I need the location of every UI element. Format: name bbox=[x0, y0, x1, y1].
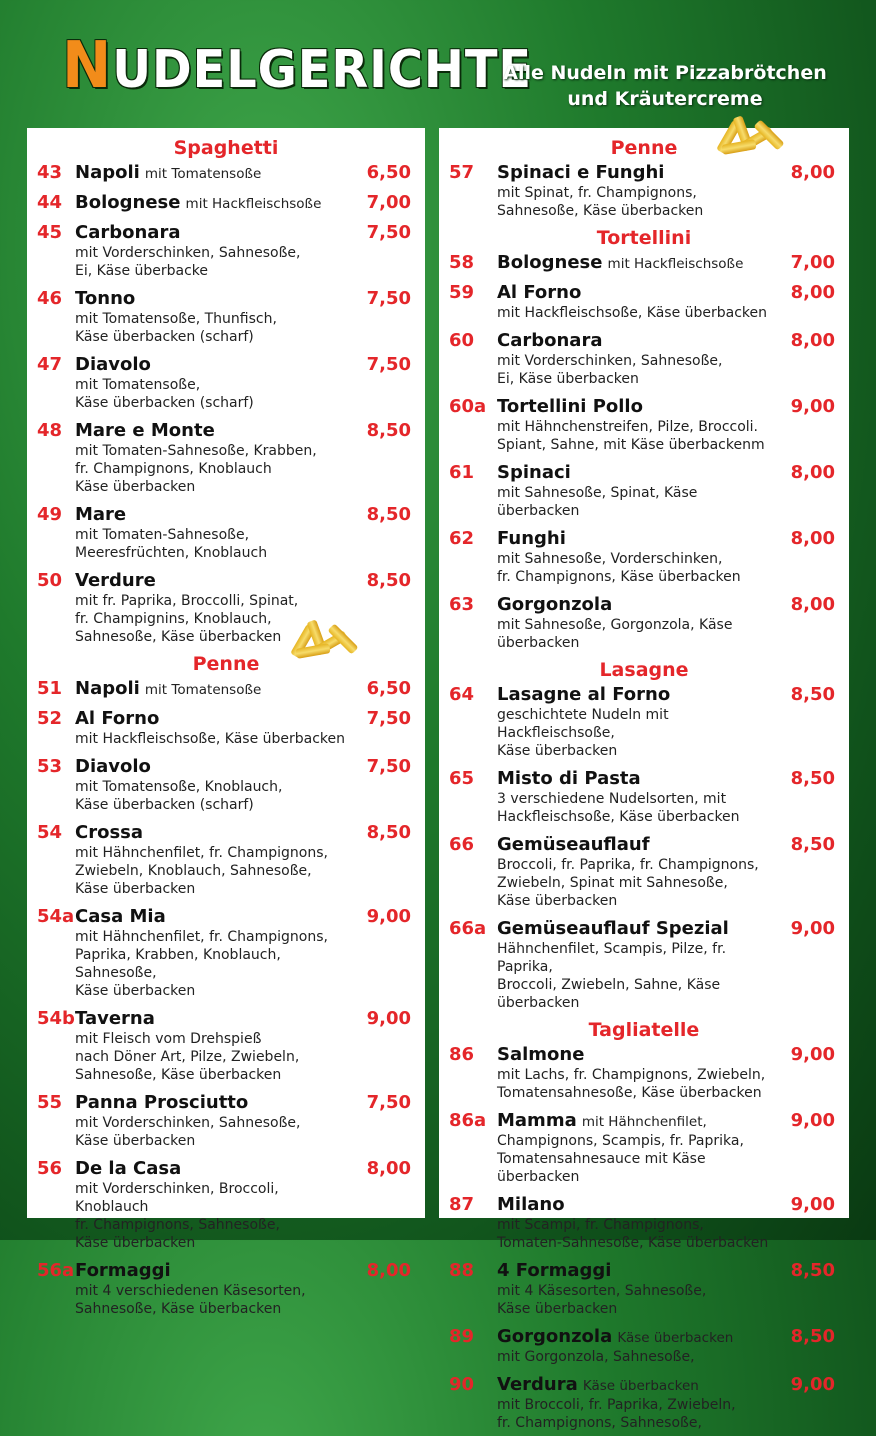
item-description-line: mit Hähnchenfilet, fr. Champignons, bbox=[75, 929, 328, 945]
item-description-line: Sahnesoße, Käse überbacken bbox=[75, 629, 282, 645]
menu-item bbox=[27, 288, 425, 346]
menu-item bbox=[439, 252, 849, 274]
item-price: 8,50 bbox=[790, 768, 835, 789]
item-description-line: Meeresfrüchten, Knoblauch bbox=[75, 545, 268, 561]
item-price: 8,50 bbox=[366, 420, 411, 441]
item-number: 66 bbox=[449, 834, 475, 855]
menu-item bbox=[439, 1044, 849, 1102]
item-description-line: mit Tomaten-Sahnesoße, bbox=[75, 527, 250, 543]
section-title: Penne bbox=[192, 653, 260, 675]
section-title: Spaghetti bbox=[173, 137, 279, 159]
item-price: 7,50 bbox=[366, 354, 411, 375]
menu-item bbox=[27, 222, 425, 280]
menu-item bbox=[27, 1158, 425, 1252]
menu-item bbox=[439, 1374, 849, 1432]
menu-item bbox=[439, 1260, 849, 1318]
item-price: 8,00 bbox=[790, 528, 835, 549]
item-number: 56a bbox=[37, 1260, 75, 1281]
item-price: 8,00 bbox=[790, 462, 835, 483]
item-name: Gemüseauflauf bbox=[497, 834, 650, 855]
item-price: 7,50 bbox=[366, 222, 411, 243]
item-name: Diavolo bbox=[75, 354, 151, 375]
item-description-line: Sahnesoße, Käse überbacken bbox=[75, 1067, 282, 1083]
item-price: 9,00 bbox=[790, 918, 835, 939]
subtitle bbox=[500, 60, 830, 112]
item-name: 4 Formaggi bbox=[497, 1260, 612, 1281]
item-description-line: Zwiebeln, Knoblauch, Sahnesoße, bbox=[75, 863, 312, 879]
item-number: 87 bbox=[449, 1194, 475, 1215]
right-menu-column bbox=[439, 128, 849, 1431]
menu-item bbox=[27, 192, 425, 214]
item-price: 8,50 bbox=[790, 1260, 835, 1281]
section-title: Tagliatelle bbox=[588, 1019, 700, 1041]
item-number: 44 bbox=[37, 192, 63, 213]
item-description-line: mit Hähnchenstreifen, Pilze, Broccoli. bbox=[497, 419, 759, 435]
item-price: 7,00 bbox=[790, 252, 835, 273]
item-price: 9,00 bbox=[366, 1008, 411, 1029]
menu-item bbox=[439, 396, 849, 454]
item-price: 9,00 bbox=[790, 396, 835, 417]
item-number: 88 bbox=[449, 1260, 475, 1281]
item-description-line: mit Lachs, fr. Champignons, Zwiebeln, bbox=[497, 1067, 766, 1083]
item-name: Lasagne al Forno bbox=[497, 684, 671, 705]
item-price: 8,50 bbox=[790, 684, 835, 705]
item-description-line: mit Tomaten-Sahnesoße, Krabben, bbox=[75, 443, 317, 459]
item-name: Gorgonzola bbox=[497, 1326, 613, 1347]
menu-item bbox=[439, 768, 849, 826]
item-name: Bolognese bbox=[75, 192, 181, 213]
item-description-line: Käse überbacken (scharf) bbox=[75, 329, 254, 345]
item-description-line: Käse überbacken bbox=[75, 479, 196, 495]
item-inline-description: mit Hackfleischsoße bbox=[185, 196, 322, 212]
item-description-line: mit 4 Käsesorten, Sahnesoße, bbox=[497, 1283, 707, 1299]
item-name: Casa Mia bbox=[75, 906, 166, 927]
item-price: 9,00 bbox=[790, 1374, 835, 1395]
item-number: 90 bbox=[449, 1374, 475, 1395]
item-price: 8,50 bbox=[790, 1326, 835, 1347]
item-number: 43 bbox=[37, 162, 63, 183]
penne-pasta-icon bbox=[716, 112, 786, 168]
item-number: 86a bbox=[449, 1110, 487, 1131]
menu-item bbox=[27, 906, 425, 1000]
menu-item bbox=[27, 162, 425, 184]
item-price: 7,00 bbox=[366, 192, 411, 213]
item-price: 6,50 bbox=[366, 162, 411, 183]
item-name: Taverna bbox=[75, 1008, 155, 1029]
item-name: Carbonara bbox=[497, 330, 603, 351]
menu-item bbox=[439, 1110, 849, 1186]
item-name: Salmone bbox=[497, 1044, 585, 1065]
item-description-line: Käse überbacken bbox=[75, 1235, 196, 1251]
item-price: 8,00 bbox=[366, 1158, 411, 1179]
item-price: 7,50 bbox=[366, 708, 411, 729]
item-name: Tonno bbox=[75, 288, 136, 309]
item-number: 60a bbox=[449, 396, 487, 417]
item-name: Mare bbox=[75, 504, 127, 525]
item-description-line: Tomatensahnesauce mit Käse überbacken bbox=[497, 1151, 706, 1185]
item-number: 58 bbox=[449, 252, 475, 273]
item-description-line: mit Vorderschinken, Sahnesoße, bbox=[75, 1115, 301, 1131]
menu-item bbox=[439, 918, 849, 1012]
item-name: Gemüseauflauf Spezial bbox=[497, 918, 729, 939]
section-title: Lasagne bbox=[599, 659, 689, 681]
section-title: Tortellini bbox=[596, 227, 692, 249]
item-price: 8,50 bbox=[366, 822, 411, 843]
item-name: Bolognese bbox=[497, 252, 603, 273]
item-description-line: Tomaten-Sahnesoße, Käse überbacken bbox=[497, 1235, 769, 1251]
item-number: 45 bbox=[37, 222, 63, 243]
item-name: Gorgonzola bbox=[497, 594, 613, 615]
item-name: Napoli bbox=[75, 162, 140, 183]
item-price: 8,00 bbox=[790, 330, 835, 351]
item-name: Panna Prosciutto bbox=[75, 1092, 249, 1113]
item-number: 54a bbox=[37, 906, 75, 927]
item-description-line: Käse überbacken bbox=[497, 743, 618, 759]
item-description-line: mit Vorderschinken, Sahnesoße, bbox=[75, 245, 301, 261]
section-title: Penne bbox=[610, 137, 678, 159]
item-name: Verdura bbox=[497, 1374, 578, 1395]
menu-item bbox=[27, 420, 425, 496]
item-number: 63 bbox=[449, 594, 475, 615]
item-number: 47 bbox=[37, 354, 63, 375]
item-number: 49 bbox=[37, 504, 63, 525]
page-title bbox=[62, 29, 533, 103]
item-name: Al Forno bbox=[497, 282, 582, 303]
item-description-line: Käse überbacken (scharf) bbox=[75, 797, 254, 813]
item-description-line: Broccoli, fr. Paprika, fr. Champignons, bbox=[497, 857, 759, 873]
item-price: 8,50 bbox=[366, 504, 411, 525]
item-name: Al Forno bbox=[75, 708, 160, 729]
menu-header bbox=[0, 0, 876, 125]
item-description-line: Käse überbacken bbox=[497, 1301, 618, 1317]
item-description-line: mit Spinat, fr. Champignons, bbox=[497, 185, 697, 201]
menu-item bbox=[27, 822, 425, 898]
item-description-line: fr. Champignons, Sahnesoße, bbox=[75, 1217, 280, 1233]
item-name: Carbonara bbox=[75, 222, 181, 243]
item-name: Spinaci e Funghi bbox=[497, 162, 665, 183]
item-description-line: Paprika, Krabben, Knoblauch, Sahnesoße, bbox=[75, 947, 281, 981]
item-number: 48 bbox=[37, 420, 63, 441]
item-number: 51 bbox=[37, 678, 63, 699]
item-description-line: mit Vorderschinken, Sahnesoße, bbox=[497, 353, 723, 369]
menu-item bbox=[27, 708, 425, 748]
menu-item bbox=[27, 678, 425, 700]
item-name: Mamma bbox=[497, 1110, 577, 1131]
item-price: 7,50 bbox=[366, 288, 411, 309]
item-description-line: mit Sahnesoße, Spinat, Käse überbacken bbox=[497, 485, 698, 519]
item-description-line: 3 verschiedene Nudelsorten, mit bbox=[497, 791, 727, 807]
item-name: Mare e Monte bbox=[75, 420, 215, 441]
item-description-line: mit Gorgonzola, Sahnesoße, bbox=[497, 1349, 695, 1365]
item-inline-description: Käse überbacken bbox=[617, 1330, 734, 1346]
menu-item bbox=[27, 756, 425, 814]
item-description-line: mit Tomatensoße, Knoblauch, bbox=[75, 779, 283, 795]
item-name: Spinaci bbox=[497, 462, 571, 483]
item-number: 66a bbox=[449, 918, 487, 939]
item-description-line: fr. Champignons, Knoblauch bbox=[75, 461, 272, 477]
item-description-line: Hackfleischsoße, Käse überbacken bbox=[497, 809, 740, 825]
item-description-line: mit Hackfleischsoße, Käse überbacken bbox=[497, 305, 768, 321]
item-description-line: Champignons, Scampis, fr. Paprika, bbox=[497, 1133, 744, 1149]
item-description-line: fr. Champignins, Knoblauch, bbox=[75, 611, 272, 627]
menu-item bbox=[27, 504, 425, 562]
item-description-line: Käse überbacken bbox=[497, 893, 618, 909]
item-price: 9,00 bbox=[790, 1110, 835, 1131]
item-price: 6,50 bbox=[366, 678, 411, 699]
item-description-line: Käse überbacken bbox=[75, 1133, 196, 1149]
item-inline-description: Käse überbacken bbox=[582, 1378, 699, 1394]
item-description-line: mit Hähnchenfilet, fr. Champignons, bbox=[75, 845, 328, 861]
item-description-line: Tomatensahnesoße, Käse überbacken bbox=[497, 1085, 762, 1101]
menu-item bbox=[439, 594, 849, 652]
item-number: 60 bbox=[449, 330, 475, 351]
item-description-line: mit Fleisch vom Drehspieß bbox=[75, 1031, 262, 1047]
menu-item bbox=[439, 1194, 849, 1252]
menu-item bbox=[439, 1326, 849, 1366]
menu-item bbox=[439, 462, 849, 520]
item-price: 9,00 bbox=[790, 1194, 835, 1215]
item-inline-description: mit Hackfleischsoße bbox=[607, 256, 744, 272]
item-description-line: Käse überbacken (scharf) bbox=[75, 395, 254, 411]
item-price: 8,00 bbox=[790, 282, 835, 303]
menu-item bbox=[27, 354, 425, 412]
item-price: 7,50 bbox=[366, 1092, 411, 1113]
item-description-line: mit Vorderschinken, Broccoli, Knoblauch bbox=[75, 1181, 279, 1215]
item-price: 8,50 bbox=[366, 570, 411, 591]
item-number: 50 bbox=[37, 570, 63, 591]
item-description-line: Zwiebeln, Spinat mit Sahnesoße, bbox=[497, 875, 728, 891]
menu-item bbox=[27, 1092, 425, 1150]
item-price: 8,00 bbox=[366, 1260, 411, 1281]
item-price: 7,50 bbox=[366, 756, 411, 777]
item-inline-description: mit Tomatensoße bbox=[144, 682, 262, 698]
menu-item bbox=[439, 528, 849, 586]
item-description-line: mit Hackfleischsoße, Käse überbacken bbox=[75, 731, 346, 747]
item-number: 46 bbox=[37, 288, 63, 309]
item-number: 64 bbox=[449, 684, 475, 705]
menu-item bbox=[27, 1008, 425, 1084]
item-description-line: Ei, Käse überbacke bbox=[75, 263, 209, 279]
menu-item bbox=[439, 162, 849, 220]
item-number: 86 bbox=[449, 1044, 475, 1065]
item-description-line: fr. Champignons, Sahnesoße, bbox=[497, 1415, 702, 1431]
item-description-line: mit 4 verschiedenen Käsesorten, bbox=[75, 1283, 306, 1299]
item-name: Milano bbox=[497, 1194, 565, 1215]
item-number: 59 bbox=[449, 282, 475, 303]
item-number: 54 bbox=[37, 822, 63, 843]
item-description-line: Käse überbacken bbox=[75, 881, 196, 897]
item-name: Diavolo bbox=[75, 756, 151, 777]
item-description-line: Sahnesoße, Käse überbacken bbox=[497, 203, 704, 219]
item-number: 52 bbox=[37, 708, 63, 729]
item-description-line: mit Sahnesoße, Gorgonzola, Käse überbacken bbox=[497, 617, 733, 651]
item-description-line: mit Scampi, fr. Champignons, bbox=[497, 1217, 704, 1233]
item-number: 56 bbox=[37, 1158, 63, 1179]
item-description-line: Käse überbacken bbox=[75, 983, 196, 999]
item-inline-description: mit Hähnchenfilet, bbox=[581, 1114, 707, 1130]
item-name: Funghi bbox=[497, 528, 566, 549]
subtitle-line-1: Alle Nudeln mit Pizzabrötchen bbox=[503, 62, 827, 84]
item-inline-description: mit Tomatensoße bbox=[144, 166, 262, 182]
item-number: 62 bbox=[449, 528, 475, 549]
item-description-line: nach Döner Art, Pilze, Zwiebeln, bbox=[75, 1049, 300, 1065]
item-number: 89 bbox=[449, 1326, 475, 1347]
item-name: Napoli bbox=[75, 678, 140, 699]
item-description-line: Spiant, Sahne, mit Käse überbackenm bbox=[497, 437, 765, 453]
item-name: Tortellini Pollo bbox=[497, 396, 643, 417]
item-description-line: Sahnesoße, Käse überbacken bbox=[75, 1301, 282, 1317]
menu-item bbox=[439, 330, 849, 388]
item-name: Misto di Pasta bbox=[497, 768, 641, 789]
item-number: 57 bbox=[449, 162, 475, 183]
item-price: 9,00 bbox=[790, 1044, 835, 1065]
item-description-line: Hähnchenfilet, Scampis, Pilze, fr. Paprika, bbox=[497, 941, 727, 975]
item-name: Formaggi bbox=[75, 1260, 171, 1281]
item-description-line: fr. Champignons, Käse überbacken bbox=[497, 569, 741, 585]
item-description-line: mit fr. Paprika, Broccolli, Spinat, bbox=[75, 593, 299, 609]
item-number: 54b bbox=[37, 1008, 75, 1029]
item-description-line: Broccoli, Zwiebeln, Sahne, Käse überbacken bbox=[497, 977, 721, 1011]
menu-item bbox=[439, 684, 849, 760]
title-first-letter: N bbox=[62, 29, 113, 103]
item-price: 9,00 bbox=[366, 906, 411, 927]
menu-item bbox=[27, 570, 425, 646]
menu-item bbox=[439, 834, 849, 910]
menu-item bbox=[27, 1260, 425, 1318]
item-name: De la Casa bbox=[75, 1158, 182, 1179]
item-description-line: mit Broccoli, fr. Paprika, Zwiebeln, bbox=[497, 1397, 736, 1413]
item-description-line: geschichtete Nudeln mit Hackfleischsoße, bbox=[497, 707, 669, 741]
item-name: Crossa bbox=[75, 822, 144, 843]
item-price: 8,50 bbox=[790, 834, 835, 855]
item-price: 8,00 bbox=[790, 162, 835, 183]
item-number: 55 bbox=[37, 1092, 63, 1113]
left-menu-column bbox=[27, 128, 425, 1317]
item-name: Verdure bbox=[75, 570, 156, 591]
item-number: 61 bbox=[449, 462, 475, 483]
subtitle-line-2: und Kräutercreme bbox=[567, 88, 763, 110]
item-description-line: Ei, Käse überbacken bbox=[497, 371, 639, 387]
penne-pasta-icon bbox=[290, 616, 360, 672]
menu-item bbox=[439, 282, 849, 322]
title-rest: UDELGERICHTE bbox=[112, 40, 533, 100]
item-description-line: mit Tomatensoße, bbox=[75, 377, 201, 393]
item-description-line: mit Tomatensoße, Thunfisch, bbox=[75, 311, 277, 327]
item-price: 8,00 bbox=[790, 594, 835, 615]
item-number: 65 bbox=[449, 768, 475, 789]
item-description-line: mit Sahnesoße, Vorderschinken, bbox=[497, 551, 723, 567]
item-number: 53 bbox=[37, 756, 63, 777]
